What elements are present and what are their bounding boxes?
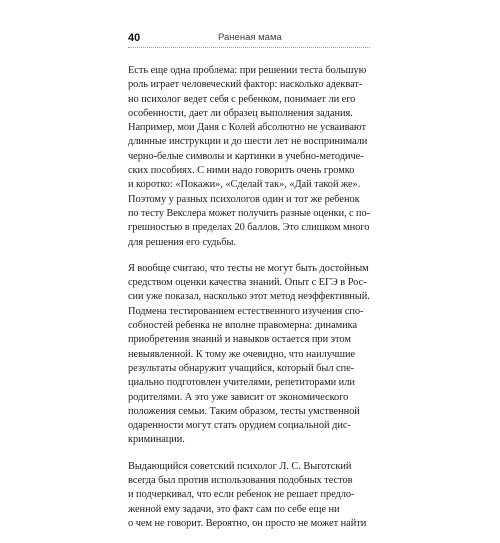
running-title: Раненая мама: [218, 32, 282, 43]
running-head: [128, 31, 370, 48]
text-line: средством оценки качества знаний. Опыт с ЕГЭ в Рос-: [128, 277, 367, 289]
text-line: черно-белые символы и картинки в учебно-методиче-: [128, 150, 364, 162]
text-line: и подчеркивал, что если ребенок не решает предло-: [128, 489, 355, 501]
text-line: Поэтому у разных психологов один и тот же ребенок: [128, 193, 360, 205]
text-line: результаты обнаружит учащийся, который был спе-: [128, 362, 355, 374]
text-line: но психолог ведет себя с ребенком, понимает ли его: [128, 93, 356, 105]
text-line: роль играет человеческий фактор: насколько адекват-: [128, 79, 363, 91]
text-line: родителями. А это уже зависит от экономического: [128, 391, 349, 403]
text-line: ских пособиях. С ними надо говорить очень громко: [128, 165, 355, 177]
text-line: о чем не говорит. Вероятно, он просто не может найти: [128, 517, 367, 529]
paragraph: [128, 262, 370, 448]
body-text: [128, 64, 370, 543]
text-line: всегда был против использования подобных тестов: [128, 475, 353, 487]
text-line: приобретения знаний и навыков остается при этом: [128, 334, 351, 346]
text-line: особенности, дает ли образец выполнения задания.: [128, 107, 353, 119]
text-line: сии уже показал, насколько этот метод неэффективный.: [128, 291, 370, 303]
text-line: и коротко: «Покажи», «Сделай так», «Дай такой же».: [128, 179, 361, 191]
text-line: криминации.: [128, 434, 185, 446]
text-line: для решения его судьбы.: [128, 236, 236, 248]
text-line: положения семьи. Таким образом, тесты умственной: [128, 405, 360, 417]
text-line: длинные инструкции и до шести лет не воспринимали: [128, 136, 368, 148]
text-line: собностей ребенка не вполне правомерна: динамика: [128, 320, 358, 332]
text-line: одаренности могут стать орудием социальной дис-: [128, 420, 351, 432]
text-line: Подмена тестированием естественного изучения спо-: [128, 305, 364, 317]
text-line: циально подготовлен учителями, репетиторами или: [128, 377, 355, 389]
page-number: 40: [128, 32, 141, 44]
text-line: по тесту Векслера может получить разные оценки, с по-: [128, 207, 370, 219]
paragraph: [128, 64, 370, 250]
text-line: невыявленной. К тому же очевидно, что наилучшие: [128, 348, 356, 360]
text-line: женной ему задачи, это факт сам по себе еще ни: [128, 503, 340, 515]
text-line: грешностью в пределах 20 баллов. Это слишком много: [128, 222, 370, 234]
text-line: Например, мои Даня с Колей абсолютно не усваивают: [128, 122, 366, 134]
text-line: Я вообще считаю, что тесты не могут быть достойным: [128, 262, 369, 274]
text-line: Есть еще одна проблема: при решении теста большую: [128, 65, 367, 76]
paragraph: [128, 460, 370, 531]
text-line: Выдающийся советский психолог Л. С. Выготский: [128, 460, 352, 472]
